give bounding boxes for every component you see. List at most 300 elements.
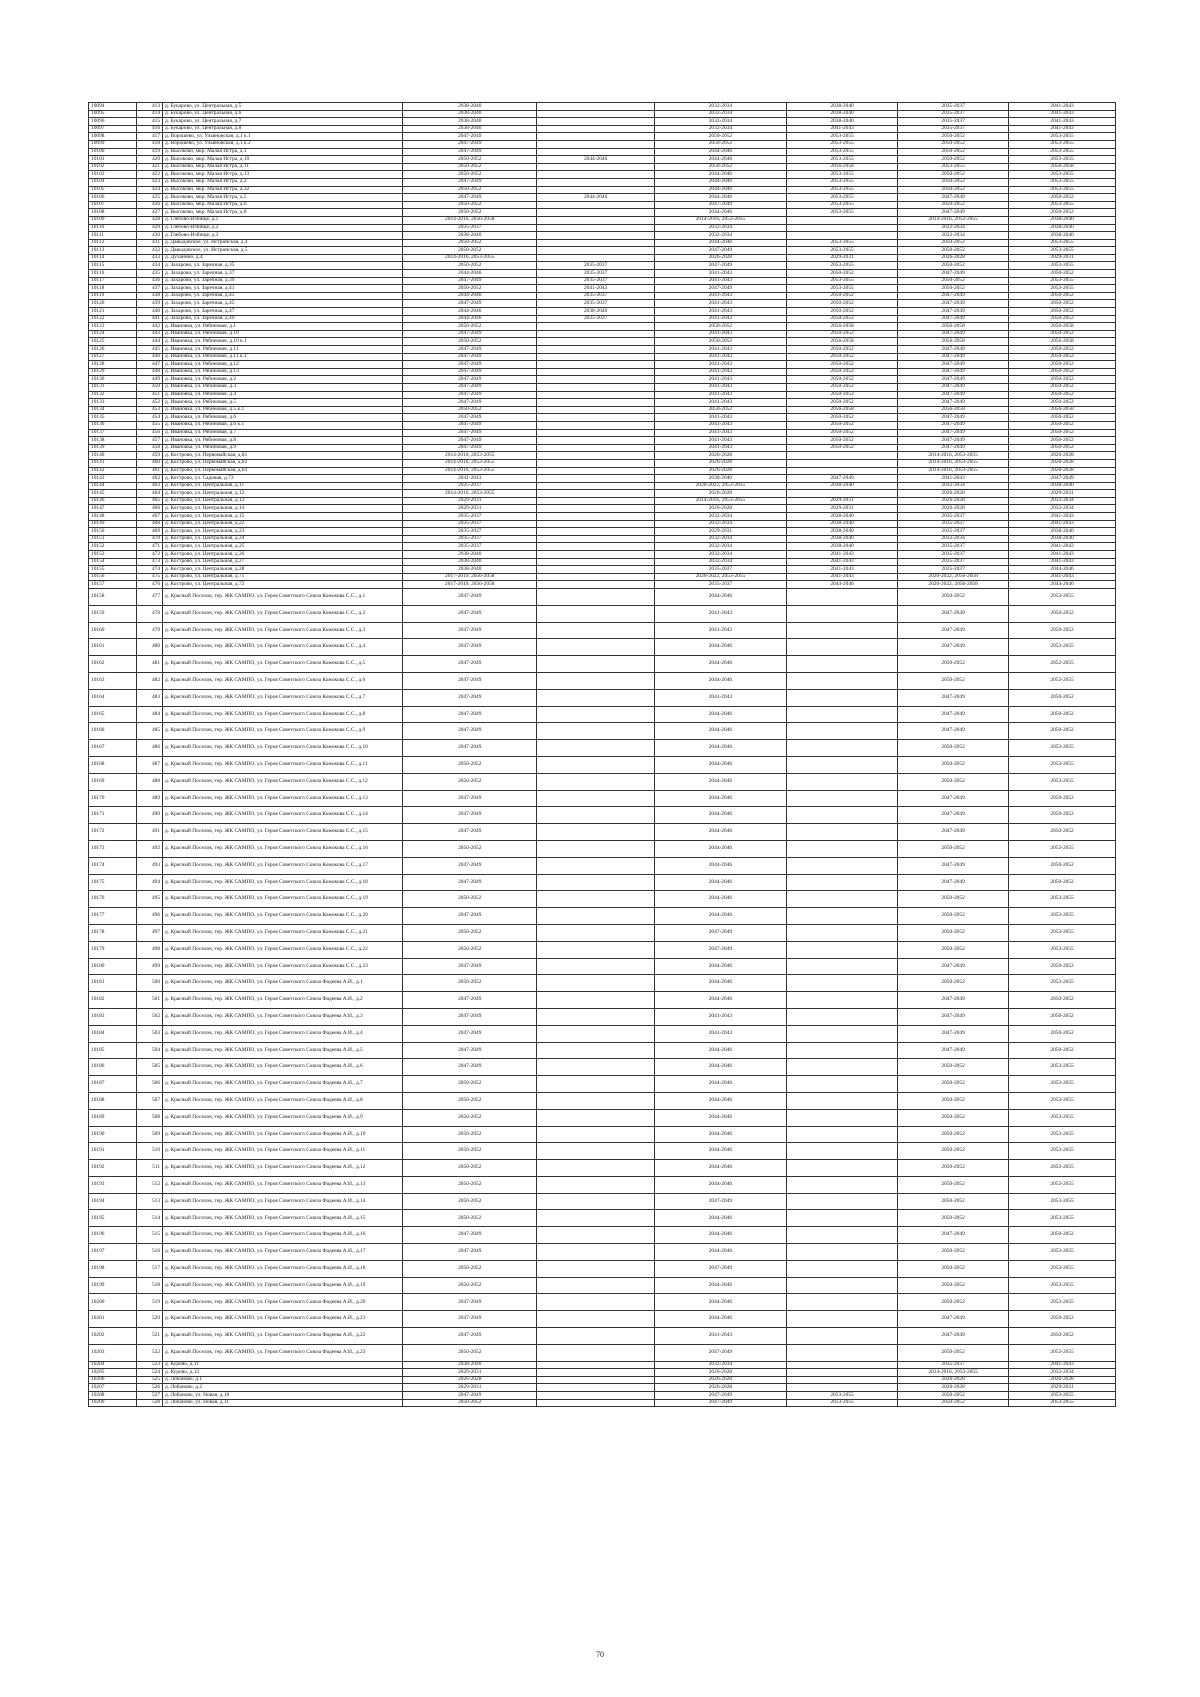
table-cell: 2050-2052 (654, 406, 786, 414)
table-cell (537, 992, 654, 1009)
table-cell: 441 (136, 315, 162, 323)
table-cell: 2038-2040 (787, 118, 898, 126)
table-cell: 2050-2052 (1009, 209, 1116, 217)
table-cell: 2026-2028 (654, 1369, 786, 1377)
table-row (89, 773, 1116, 790)
table-cell: 429 (136, 224, 162, 232)
table-cell: 10117 (89, 277, 137, 285)
table-cell: 522 (136, 1344, 162, 1361)
table-cell: 2044-2046 (654, 148, 786, 156)
table-row (89, 270, 1116, 278)
table-cell: д. Красный Поселок, тер. ЖК САМПО, ул. Героя Советского Союза Кожокова С.С., д.3 (163, 622, 403, 639)
table-row (89, 232, 1116, 240)
table-cell: 464 (136, 490, 162, 498)
table-cell: 10128 (89, 361, 137, 369)
table-row (89, 528, 1116, 536)
table-cell: 2026-2028 (898, 254, 1009, 262)
table-cell: 486 (136, 740, 162, 757)
table-cell: 456 (136, 429, 162, 437)
table-cell: 2044-2046 (654, 589, 786, 606)
table-cell: 2041-2043 (654, 1025, 786, 1042)
table-cell: 2050-2052 (403, 247, 537, 255)
table-row (89, 1294, 1116, 1311)
table-cell (537, 110, 654, 118)
table-cell: 2044-2046 (654, 656, 786, 673)
table-cell: 2047-2049 (403, 807, 537, 824)
table-cell: д. Красный Поселок, тер. ЖК САМПО, ул. Героя Советского Союза Фадеева А.И., д.17 (163, 1244, 403, 1261)
table-cell: 2053-2055 (1009, 891, 1116, 908)
table-cell (537, 807, 654, 824)
table-cell: 10202 (89, 1328, 137, 1345)
table-cell: 509 (136, 1126, 162, 1143)
table-cell: 430 (136, 232, 162, 240)
table-cell: 490 (136, 807, 162, 824)
table-cell: д. Красный Поселок, тер. ЖК САМПО, ул. Героя Советского Союза Фадеева А.И., д.14 (163, 1193, 403, 1210)
table-cell: 2050-2052 (787, 399, 898, 407)
table-cell: д. Глебово-Избище, д.1 (163, 216, 403, 224)
table-cell (537, 824, 654, 841)
table-cell: д. Красный Поселок, тер. ЖК САМПО, ул. Героя Советского Союза Кожокова С.С., д.23 (163, 958, 403, 975)
table-cell: 459 (136, 452, 162, 460)
table-row (89, 1260, 1116, 1277)
table-cell (787, 1193, 898, 1210)
table-cell: 2053-2055 (1009, 908, 1116, 925)
table-cell (787, 1008, 898, 1025)
table-cell: 10177 (89, 908, 137, 925)
table-cell: 10171 (89, 807, 137, 824)
table-cell: 10155 (89, 566, 137, 574)
table-cell: 2026-2028 (898, 497, 1009, 505)
table-cell (537, 1294, 654, 1311)
table-cell (537, 528, 654, 536)
table-cell: 2050-2052 (787, 376, 898, 384)
table-row (89, 361, 1116, 369)
table-cell: 2050-2052 (787, 444, 898, 452)
table-cell: 2035-2037 (403, 513, 537, 521)
table-cell (787, 216, 898, 224)
table-cell: 2044-2046 (654, 1294, 786, 1311)
table-cell: 10168 (89, 756, 137, 773)
table-row (89, 178, 1116, 186)
table-cell: 2050-2052 (403, 1210, 537, 1227)
table-cell: д. Давыдовское, ул. Истринская, д.4 (163, 239, 403, 247)
table-cell: 2047-2049 (898, 292, 1009, 300)
table-cell: 2047-2049 (898, 315, 1009, 323)
table-row (89, 840, 1116, 857)
table-cell: 2050-2052 (403, 285, 537, 293)
table-cell: 10142 (89, 467, 137, 475)
table-cell: 467 (136, 513, 162, 521)
table-cell (537, 1160, 654, 1177)
table-cell: 10110 (89, 224, 137, 232)
table-cell: 10134 (89, 406, 137, 414)
table-cell: 2038-2040 (403, 558, 537, 566)
table-cell: 2050-2052 (403, 323, 537, 331)
table-cell: 2053-2055 (1009, 1126, 1116, 1143)
table-cell: д. Ворошево, ул. Ульяновская, д.1 к.1 (163, 133, 403, 141)
table-cell: 2050-2052 (898, 1143, 1009, 1160)
table-cell: 2047-2049 (403, 178, 537, 186)
table-row (89, 566, 1116, 574)
table-cell: 2026-2028 (654, 467, 786, 475)
table-cell (787, 975, 898, 992)
table-cell: 2041-2043 (654, 414, 786, 422)
table-row (89, 467, 1116, 475)
table-cell: д. Красный Поселок, тер. ЖК САМПО, ул. Героя Советского Союза Фадеева А.И., д.2 (163, 992, 403, 1009)
table-cell: 2053-2055 (787, 186, 898, 194)
table-cell: 10161 (89, 639, 137, 656)
table-cell: 2047-2049 (654, 1392, 786, 1400)
table-cell: 473 (136, 558, 162, 566)
table-row (89, 323, 1116, 331)
table-cell: 10152 (89, 543, 137, 551)
table-cell: 2017-2019, 2056-2058 (403, 581, 537, 589)
table-cell: 2047-2049 (403, 589, 537, 606)
table-cell: 2026-2028 (654, 452, 786, 460)
table-cell: 2044-2046 (654, 975, 786, 992)
table-cell: 2053-2055 (1009, 1076, 1116, 1093)
table-cell: д. Захарово, ул. Заречная, д.41 (163, 285, 403, 293)
table-cell: 10113 (89, 247, 137, 255)
table-cell: 2038-2040 (1009, 232, 1116, 240)
table-cell (537, 756, 654, 773)
table-cell: 2050-2052 (787, 330, 898, 338)
table-cell: 520 (136, 1311, 162, 1328)
table-cell: 2050-2052 (898, 1126, 1009, 1143)
table-cell: 2047-2049 (898, 1227, 1009, 1244)
table-cell: 2050-2052 (403, 262, 537, 270)
table-cell: 422 (136, 171, 162, 179)
table-row (89, 807, 1116, 824)
table-cell: д. Ивановка, ул. Рябиновая, д.2 (163, 376, 403, 384)
table-row (89, 589, 1116, 606)
table-cell: 2047-2049 (898, 209, 1009, 217)
table-cell: д. Красный Поселок, тер. ЖК САМПО, ул. Героя Советского Союза Кожокова С.С., д.11 (163, 756, 403, 773)
table-cell (787, 1042, 898, 1059)
table-cell: 416 (136, 125, 162, 133)
table-cell: 2047-2049 (403, 824, 537, 841)
table-row (89, 459, 1116, 467)
table-row (89, 558, 1116, 566)
table-cell: д. Захарово, ул. Заречная, д.39 (163, 277, 403, 285)
table-cell: 2056-2058 (1009, 406, 1116, 414)
table-cell: д. Ивановка, ул. Рябиновая, д.10 (163, 330, 403, 338)
table-cell: д. Лобаново, д.2 (163, 1384, 403, 1392)
table-cell: д. Ивановка, ул. Рябиновая, д.4 (163, 391, 403, 399)
table-cell: д. Красный Поселок, тер. ЖК САМПО, ул. Героя Советского Союза Кожокова С.С., д.12 (163, 773, 403, 790)
table-cell: 2035-2037 (898, 543, 1009, 551)
table-row (89, 490, 1116, 498)
table-cell: 2047-2049 (403, 622, 537, 639)
table-cell: 2050-2052 (898, 1059, 1009, 1076)
table-cell: д. Ивановка, ул. Рябиновая, д.7 (163, 429, 403, 437)
table-cell: 2050-2052 (787, 421, 898, 429)
table-cell: 2029-2031 (654, 528, 786, 536)
table-cell: 469 (136, 528, 162, 536)
table-cell: д. Красный Поселок, тер. ЖК САМПО, ул. Героя Советского Союза Фадеева А.И., д.6 (163, 1059, 403, 1076)
table-cell: 10099 (89, 140, 137, 148)
table-cell: д. Захарово, ул. Заречная, д.49 (163, 315, 403, 323)
table-cell: 2050-2052 (898, 773, 1009, 790)
table-cell: д. Кострово, ул. Первомайская, д.83 (163, 467, 403, 475)
table-cell: 2047-2049 (403, 368, 537, 376)
table-cell (787, 1176, 898, 1193)
table-row (89, 201, 1116, 209)
table-cell: 2014-2016, 2053-2055 (403, 254, 537, 262)
table-cell: 10163 (89, 672, 137, 689)
table-cell (537, 857, 654, 874)
table-cell (537, 429, 654, 437)
table-cell: д. Кострово, ул. Центральная, д.28 (163, 566, 403, 574)
table-cell: 512 (136, 1176, 162, 1193)
table-cell: 2053-2055 (1009, 277, 1116, 285)
table-cell (787, 605, 898, 622)
table-cell: 2047-2049 (898, 330, 1009, 338)
table-cell: 2035-2037 (898, 118, 1009, 126)
table-cell (787, 1376, 898, 1384)
table-row (89, 975, 1116, 992)
table-cell: д. Красный Поселок, тер. ЖК САМПО, ул. Героя Советского Союза Кожокова С.С., д.14 (163, 807, 403, 824)
table-cell: 2053-2055 (1009, 924, 1116, 941)
table-cell: 2029-2031 (403, 1369, 537, 1377)
table-cell: 2047-2049 (654, 247, 786, 255)
table-cell (787, 1344, 898, 1361)
table-cell: 10164 (89, 689, 137, 706)
table-cell: 500 (136, 975, 162, 992)
table-cell: 2050-2052 (1009, 874, 1116, 891)
table-cell: 2026-2028 (898, 1376, 1009, 1384)
table-cell: 10201 (89, 1311, 137, 1328)
table-cell (537, 178, 654, 186)
table-cell: 2053-2055 (1009, 1160, 1116, 1177)
table-cell: д. Красный Поселок, тер. ЖК САМПО, ул. Героя Советского Союза Кожокова С.С., д.4 (163, 639, 403, 656)
table-cell: 447 (136, 361, 162, 369)
table-cell: 10147 (89, 505, 137, 513)
table-cell (537, 790, 654, 807)
table-cell (537, 467, 654, 475)
table-row (89, 505, 1116, 513)
table-cell: д. Кострово, ул. Центральная, д.23 (163, 528, 403, 536)
table-cell (537, 975, 654, 992)
table-cell: 2032-2034 (898, 482, 1009, 490)
table-cell: д. Красный Поселок, тер. ЖК САМПО, ул. Героя Советского Союза Кожокова С.С., д.8 (163, 706, 403, 723)
table-cell: 453 (136, 406, 162, 414)
table-cell: 442 (136, 323, 162, 331)
table-cell: д. Захарово, ул. Заречная, д.37 (163, 270, 403, 278)
table-row (89, 140, 1116, 148)
table-cell: 2044-2046 (654, 178, 786, 186)
table-cell: д. Красный Поселок, тер. ЖК САМПО, ул. Героя Советского Союза Фадеева А.И., д.21 (163, 1311, 403, 1328)
table-cell: 2047-2049 (403, 1227, 537, 1244)
table-cell: 2053-2055 (1009, 1294, 1116, 1311)
table-cell: 2044-2046 (654, 740, 786, 757)
table-cell: 489 (136, 790, 162, 807)
table-cell: 2044-2046 (654, 156, 786, 164)
table-cell: 2050-2052 (1009, 270, 1116, 278)
table-cell: 2041-2043 (1009, 103, 1116, 111)
table-cell: 2038-2040 (403, 232, 537, 240)
table-cell: 428 (136, 216, 162, 224)
table-cell: 10188 (89, 1092, 137, 1109)
table-cell: 2041-2043 (654, 1328, 786, 1345)
table-row (89, 497, 1116, 505)
table-row (89, 740, 1116, 757)
table-cell: 2047-2049 (654, 1193, 786, 1210)
table-cell: 2017-2019, 2056-2058 (403, 573, 537, 581)
table-cell: 2053-2055 (1009, 247, 1116, 255)
table-cell: 2050-2052 (1009, 723, 1116, 740)
table-cell: 2035-2037 (898, 110, 1009, 118)
table-cell: д. Ивановка, ул. Рябиновая, д.6 (163, 414, 403, 422)
table-cell: 2047-2049 (898, 368, 1009, 376)
table-row (89, 133, 1116, 141)
table-cell: 10144 (89, 482, 137, 490)
table-cell: 2026-2028 (898, 505, 1009, 513)
table-cell: 2047-2049 (898, 421, 1009, 429)
table-cell: 451 (136, 391, 162, 399)
table-cell: 2035-2037 (403, 535, 537, 543)
table-cell: 450 (136, 383, 162, 391)
table-cell: д. Ивановка, ул. Рябиновая, д.11 (163, 346, 403, 354)
table-cell: 2050-2052 (898, 891, 1009, 908)
table-cell: 498 (136, 941, 162, 958)
table-cell: 2038-2040 (403, 566, 537, 574)
table-cell: 2032-2034 (654, 535, 786, 543)
table-cell: 10123 (89, 323, 137, 331)
table-cell: 2047-2049 (898, 1025, 1009, 1042)
table-cell: 2032-2034 (654, 551, 786, 559)
table-cell: 445 (136, 346, 162, 354)
table-cell: 2047-2049 (898, 437, 1009, 445)
table-cell: 2050-2052 (403, 1277, 537, 1294)
table-cell (537, 399, 654, 407)
table-cell: 2050-2052 (403, 773, 537, 790)
table-cell (537, 490, 654, 498)
table-cell: д. Захарово, ул. Заречная, д.35 (163, 262, 403, 270)
table-cell: 2047-2049 (403, 194, 537, 202)
table-row (89, 1025, 1116, 1042)
table-cell: 2044-2046 (654, 723, 786, 740)
table-row (89, 1176, 1116, 1193)
table-cell: 497 (136, 924, 162, 941)
table-cell: 2041-2043 (654, 605, 786, 622)
table-cell: 2050-2052 (1009, 857, 1116, 874)
table-cell (537, 1193, 654, 1210)
table-cell: 2044-2046 (654, 756, 786, 773)
table-cell: 2050-2052 (787, 346, 898, 354)
table-cell: 2035-2037 (537, 315, 654, 323)
table-cell: 460 (136, 459, 162, 467)
table-cell: 2050-2052 (1009, 399, 1116, 407)
table-cell: 433 (136, 254, 162, 262)
table-cell: 2053-2055 (1009, 156, 1116, 164)
table-row (89, 1143, 1116, 1160)
table-cell: 2053-2055 (787, 194, 898, 202)
table-cell: 480 (136, 639, 162, 656)
table-cell: 2050-2052 (898, 756, 1009, 773)
table-cell: 2047-2049 (898, 874, 1009, 891)
table-cell: д. Красный Поселок, тер. ЖК САМПО, ул. Героя Советского Союза Фадеева А.И., д.22 (163, 1328, 403, 1345)
table-cell (537, 239, 654, 247)
table-cell: 2050-2052 (654, 133, 786, 141)
table-cell: д. Захарово, ул. Заречная, д.43 (163, 292, 403, 300)
table-cell (537, 1369, 654, 1377)
table-cell: 10191 (89, 1143, 137, 1160)
table-cell: 2044-2046 (654, 672, 786, 689)
table-cell: 10194 (89, 1193, 137, 1210)
table-row (89, 292, 1116, 300)
table-cell: 2047-2049 (654, 1344, 786, 1361)
table-cell: 2041-2043 (654, 277, 786, 285)
table-cell: 2050-2052 (898, 201, 1009, 209)
table-cell (537, 452, 654, 460)
table-cell: 432 (136, 247, 162, 255)
table-cell: д. Высоково, мкр. Малая Истра, д.8 (163, 209, 403, 217)
table-cell: 2050-2052 (1009, 824, 1116, 841)
table-cell: 2047-2049 (403, 790, 537, 807)
table-cell: 508 (136, 1109, 162, 1126)
table-cell: 2041-2043 (654, 429, 786, 437)
table-cell (537, 1392, 654, 1400)
table-cell: 2032-2034 (1009, 1369, 1116, 1377)
table-cell: 2053-2055 (1009, 171, 1116, 179)
table-cell: 10167 (89, 740, 137, 757)
table-cell: д. Красный Поселок, тер. ЖК САМПО, ул. Героя Советского Союза Фадеева А.И., д.10 (163, 1126, 403, 1143)
table-cell (537, 1059, 654, 1076)
table-cell: д. Ивановка, ул. Рябиновая, д.1 (163, 323, 403, 331)
table-cell: 2053-2055 (1009, 239, 1116, 247)
table-cell: 10157 (89, 581, 137, 589)
table-cell: 10200 (89, 1294, 137, 1311)
table-cell: 2029-2031 (1009, 254, 1116, 262)
table-cell: 2050-2052 (403, 1143, 537, 1160)
table-row (89, 857, 1116, 874)
table-cell: 2053-2055 (1009, 133, 1116, 141)
table-cell: 2038-2040 (787, 520, 898, 528)
table-cell: 10185 (89, 1042, 137, 1059)
table-cell: 2053-2055 (1009, 1176, 1116, 1193)
table-cell: 2050-2052 (1009, 315, 1116, 323)
table-row (89, 262, 1116, 270)
table-cell: 2047-2049 (898, 605, 1009, 622)
table-cell: 2044-2046 (654, 194, 786, 202)
table-cell: 10169 (89, 773, 137, 790)
table-cell: 10148 (89, 513, 137, 521)
table-cell: 2052-2055 (1009, 656, 1116, 673)
table-cell: 2047-2049 (403, 1008, 537, 1025)
table-cell (787, 1260, 898, 1277)
table-cell: 2050-2052 (1009, 346, 1116, 354)
table-cell: 2050-2052 (787, 353, 898, 361)
table-cell: д. Глебово-Избище, д.2 (163, 224, 403, 232)
table-cell: 2038-2040 (787, 543, 898, 551)
table-cell: 10172 (89, 824, 137, 841)
table-cell: 2044-2046 (654, 824, 786, 841)
table-cell: 2053-2055 (1009, 1277, 1116, 1294)
table-cell: 2047-2049 (898, 194, 1009, 202)
table-cell: 2032-2034 (654, 558, 786, 566)
table-cell: 10175 (89, 874, 137, 891)
table-cell: 434 (136, 262, 162, 270)
table-cell: 10154 (89, 558, 137, 566)
table-cell: 2041-2043 (654, 437, 786, 445)
table-cell: 2047-2049 (898, 958, 1009, 975)
table-cell: 2020-2022, 2056-2058 (898, 573, 1009, 581)
table-cell: 458 (136, 444, 162, 452)
table-cell: 2026-2028 (898, 490, 1009, 498)
table-cell: 10124 (89, 330, 137, 338)
table-cell: 2050-2052 (787, 361, 898, 369)
